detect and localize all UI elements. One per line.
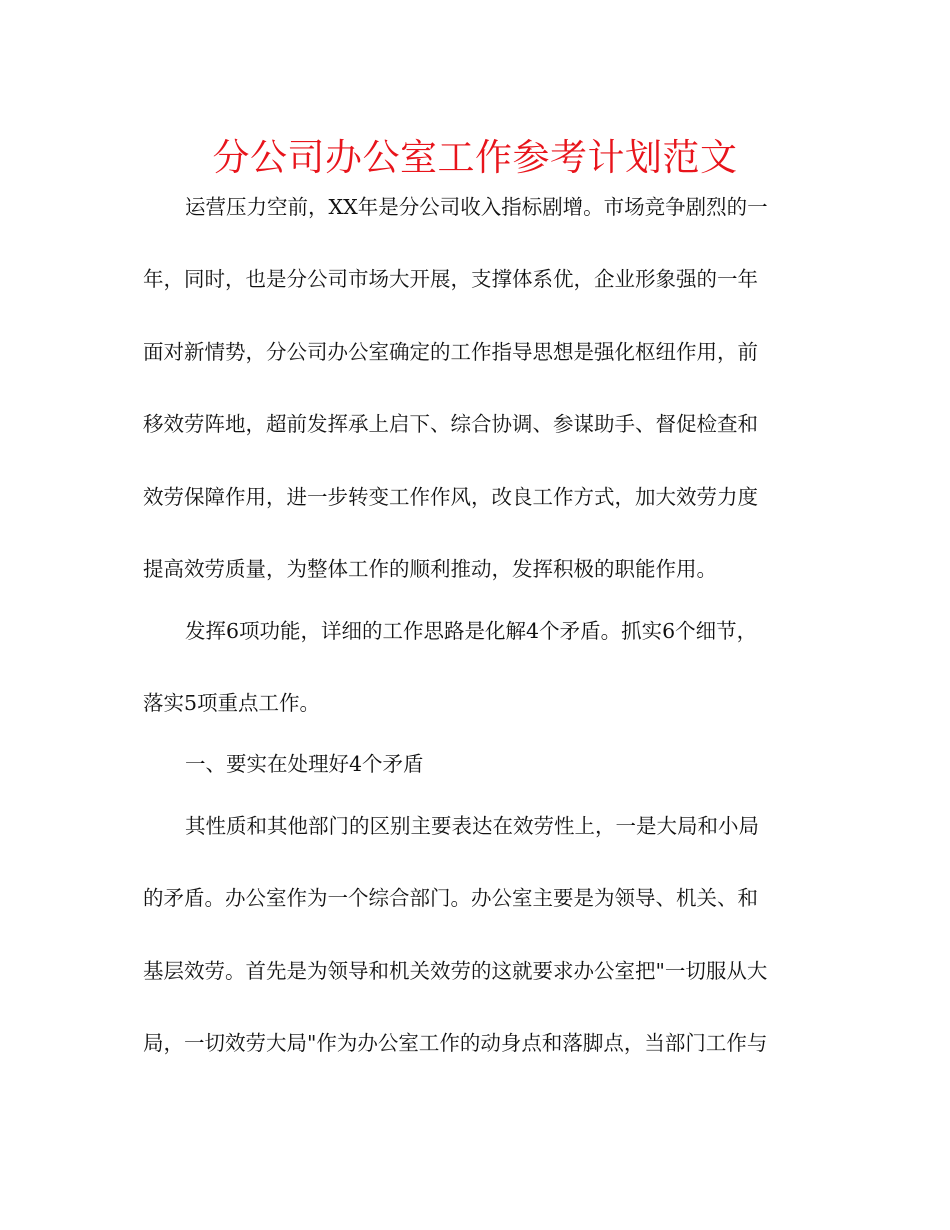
- paragraph-line: 面对新情势，分公司办公室确定的工作指导思想是强化枢纽作用，前: [143, 340, 758, 364]
- paragraph-line: 年，同时，也是分公司市场大开展，支撑体系优，企业形象强的一年: [143, 267, 758, 291]
- paragraph-line: 局，一切效劳大局"作为办公室工作的动身点和落脚点，当部门工作与: [143, 1031, 768, 1055]
- document-title: 分公司办公室工作参考计划范文: [212, 136, 738, 179]
- paragraph-line: 其性质和其他部门的区别主要表达在效劳性上，一是大局和小局: [185, 814, 759, 838]
- paragraph-line: 落实5项重点工作。: [143, 691, 321, 715]
- paragraph-line: 发挥6项功能，详细的工作思路是化解4个矛盾。抓实6个细节，: [185, 619, 758, 643]
- document-body: [143, 0, 813, 1230]
- paragraph-line: 基层效劳。首先是为领导和机关效劳的这就要求办公室把"一切服从大: [143, 959, 768, 983]
- paragraph-line: 运营压力空前，XX年是分公司收入指标剧增。市场竞争剧烈的一: [185, 195, 768, 219]
- paragraph-line: 的矛盾。办公室作为一个综合部门。办公室主要是为领导、机关、和: [143, 886, 758, 910]
- section-heading: 一、要实在处理好4个矛盾: [185, 752, 424, 776]
- paragraph-line: 提高效劳质量，为整体工作的顺利推动，发挥积极的职能作用。: [143, 557, 717, 581]
- paragraph-line: 移效劳阵地，超前发挥承上启下、综合协调、参谋助手、督促检查和: [143, 412, 758, 436]
- paragraph-line: 效劳保障作用，进一步转变工作作风，改良工作方式，加大效劳力度: [143, 485, 758, 509]
